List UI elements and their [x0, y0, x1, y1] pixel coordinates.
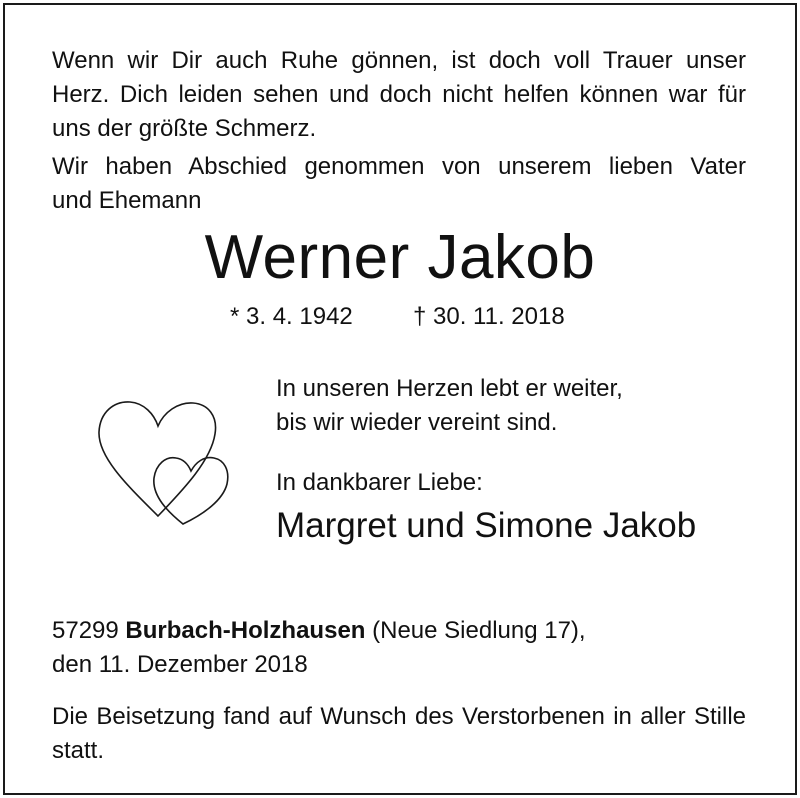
burial-line: statt.: [52, 737, 105, 764]
farewell-line: Wir haben Abschied genommen von unserem lieben Vater: [52, 153, 746, 180]
farewell-text: [52, 150, 746, 218]
intro-line: Wenn wir Dir auch Ruhe gönnen, ist doch voll Trauer unser: [52, 47, 746, 74]
two-hearts-icon: [90, 396, 240, 531]
intro-verse: [52, 44, 746, 146]
motto-text: [276, 372, 623, 440]
motto-line: In unseren Herzen lebt er weiter,: [276, 375, 623, 402]
date-line: den 11. Dezember 2018: [52, 651, 308, 678]
motto-line: bis wir wieder vereint sind.: [276, 409, 558, 436]
place-block: [52, 614, 586, 682]
signers: Margret und Simone Jakob: [276, 506, 697, 545]
thanks-line: In dankbarer Liebe:: [276, 469, 483, 496]
intro-line: uns der größte Schmerz.: [52, 115, 317, 142]
burial-note: [52, 700, 746, 768]
address-line: [52, 614, 586, 648]
death-date: † 30. 11. 2018: [413, 303, 565, 330]
street-address: (Neue Siedlung 17),: [372, 617, 586, 644]
farewell-line: und Ehemann: [52, 187, 202, 214]
intro-line: Herz. Dich leiden sehen und doch nicht helfen können war für: [52, 81, 746, 108]
deceased-name: Werner Jakob: [204, 223, 596, 292]
birth-date: * 3. 4. 1942: [230, 303, 353, 330]
postal-code: 57299: [52, 617, 119, 644]
town: Burbach-Holzhausen: [125, 617, 366, 644]
burial-line: Die Beisetzung fand auf Wunsch des Verstorbenen in aller Stille: [52, 703, 746, 730]
